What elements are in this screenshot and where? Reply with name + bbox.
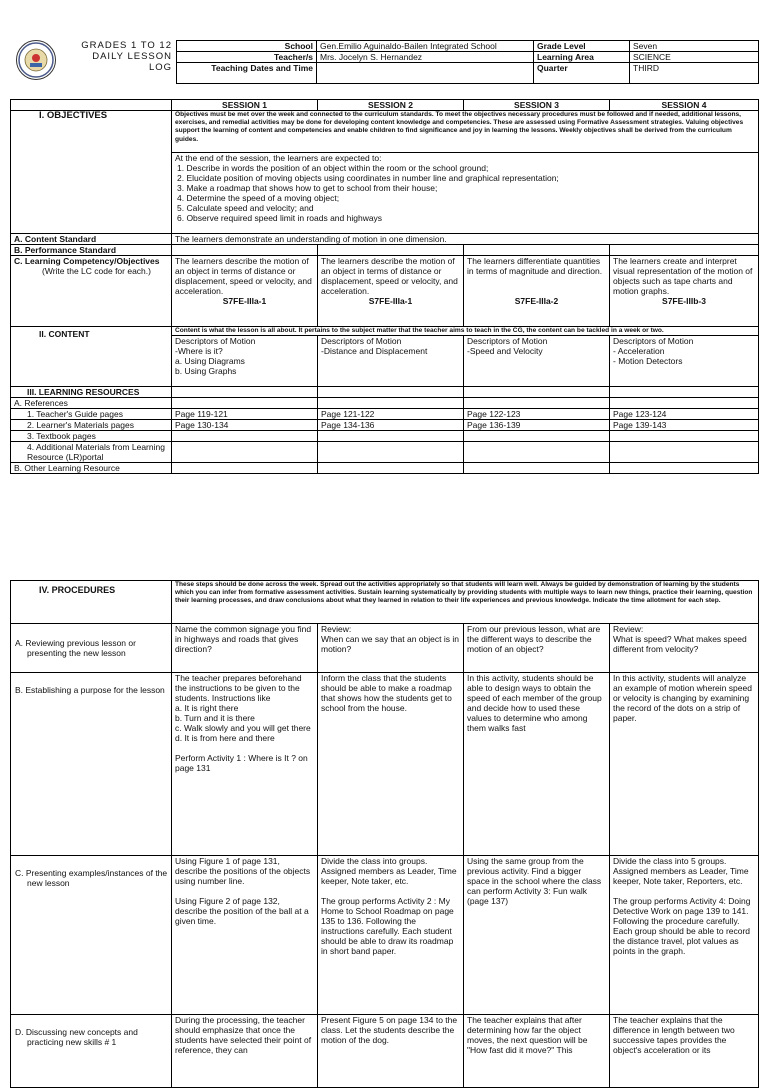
grade-level-value: Seven [630, 41, 759, 52]
procedures-note: These steps should be done across the week. Spread out the activities appropriately so that students will learn well. Always be guided by demonstration of learning by the students which you can infer from formative assessment activities. Sustain learning systematically by providing students with multiple ways to learn new things, practice their learning, question their learning processes, and draw conclusions about what they learned in relation to their life experiences and previous knowledge. Indicate the time allotment for each step. [172, 581, 759, 624]
procedure-d-session-2: Present Figure 5 on page 134 to the class. Let the students describe the motion of the dog. [318, 1015, 464, 1088]
procedure-c-session-1: Using Figure 1 of page 131, describe the positions of the objects using number line. Using Figure 2 of page 132, describe the position of the ball at a given time. [172, 856, 318, 1015]
learning-resources-label: III. LEARNING RESOURCES [11, 387, 172, 398]
session-2-header: SESSION 2 [318, 100, 464, 111]
lc-code: S7FE-IIIa-1 [222, 296, 267, 306]
procedure-c-session-4: Divide the class into 5 groups. Assigned members as Leader, Time keeper, Note taker, Reporters, etc. The group performs Activity 4: Doing Detective Work on page 139 to 141. Following the procedure carefully. Each group should be able to record the distance travel, plot values as points in the graph. [610, 856, 759, 1015]
procedure-b-session-1: The teacher prepares beforehand the instructions to be given to the students. Instructions like a. It is right there b. Turn and it is there c. Walk slowly and you will get there d. It is from here and there Perform Activity 1 : Where is It ? on page 131 [172, 673, 318, 856]
deped-seal [16, 40, 56, 80]
procedure-c-session-3: Using the same group from the previous activity. Find a bigger space in the school where the class can perform Activity 3: Fun walk (page 137) [464, 856, 610, 1015]
lm-pages-session-3: Page 136-139 [464, 420, 610, 431]
content-standard-label: A. Content Standard [11, 234, 172, 245]
objectives-note: Objectives must be met over the week and connected to the curriculum standards. To meet the objectives necessary procedures must be followed and if needed, additional lessons, exercises, and remedial activities may be done for developing content knowledge and competencies. These are assessed using Formative Assessment strategies. Valuing objectives support the learning of content and competencies and enable children to find significance and joy in learning the lessons. Weekly objectives shall be derived from the curriculum guides. [172, 111, 759, 153]
header-info-table [176, 40, 759, 84]
tg-pages-session-2: Page 121-122 [318, 409, 464, 420]
teachers-guide-label: 1. Teacher's Guide pages [11, 409, 172, 420]
procedure-a-session-3: From our previous lesson, what are the different ways to describe the motion of an object? [464, 624, 610, 673]
procedure-d-session-3: The teacher explains that after determining how far the object moves, the next question will be "How fast did it move?" This [464, 1015, 610, 1088]
content-session-3: Descriptors of Motion -Speed and Velocity [464, 336, 610, 387]
procedure-c-label: C. Presenting examples/instances of the new lesson [11, 856, 172, 1015]
competency-session-2 [318, 256, 464, 327]
tg-pages-session-3: Page 122-123 [464, 409, 610, 420]
content-note: Content is what the lesson is all about. It pertains to the subject matter that the teacher aims to teach in the CG, the content can be tackled in a week or two. [172, 327, 759, 336]
learning-area-value: SCIENCE [630, 52, 759, 63]
lc-code: S7FE-IIIa-2 [514, 296, 559, 306]
lm-pages-session-1: Page 130-134 [172, 420, 318, 431]
school-label: School [177, 41, 317, 52]
textbook-cell [172, 431, 318, 442]
lm-pages-session-2: Page 134-136 [318, 420, 464, 431]
procedure-a-session-1: Name the common signage you find in highways and roads that gives direction? [172, 624, 318, 673]
dll-title-line-1: GRADES 1 TO 12 [81, 40, 172, 51]
lc-code: S7FE-IIIb-3 [662, 296, 706, 306]
teaching-dates-label: Teaching Dates and Time [177, 63, 317, 84]
resource-cell [610, 387, 759, 398]
resource-cell [464, 387, 610, 398]
procedure-d-session-1: During the processing, the teacher should emphasize that once the students have selected their point of reference, they can [172, 1015, 318, 1088]
dll-title-line-2: DAILY LESSON [92, 51, 172, 62]
objective-item: 6. Observe required speed limit in roads and highways [177, 213, 383, 223]
procedure-b-session-3: In this activity, students should be able to design ways to obtain the speed of each member of the group and decide how to used these values to determine who among them walks fast [464, 673, 610, 856]
competency-label: C. Learning Competency/Objectives [14, 256, 160, 266]
content-label: II. CONTENT [11, 327, 172, 387]
resource-cell [318, 387, 464, 398]
content-standard-value: The learners demonstrate an understanding of motion in one dimension. [172, 234, 759, 245]
procedures-table [10, 580, 759, 1088]
procedure-b-session-4: In this activity, students will analyze an example of motion wherein speed or velocity is changing by examining the record of the dots on a strip of paper. [610, 673, 759, 856]
competency-text: The learners describe the motion of an object in terms of distance or displacement, speed or velocity, and acceleration. [175, 256, 312, 296]
procedure-a-session-4: Review: What is speed? What makes speed different from velocity? [610, 624, 759, 673]
objective-item: 5. Calculate speed and velocity; and [177, 203, 314, 213]
competency-session-1 [172, 256, 318, 327]
objective-item: 4. Determine the speed of a moving object; [177, 193, 340, 203]
quarter-label: Quarter [534, 63, 630, 84]
procedure-d-label: D. Discussing new concepts and practicing new skills # 1 [11, 1015, 172, 1088]
performance-standard-cell [464, 245, 610, 256]
textbook-pages-label: 3. Textbook pages [11, 431, 172, 442]
procedure-c-session-2: Divide the class into groups. Assigned members as Leader, Time keeper, Note taker, etc. The group performs Activity 2 : My Home to School Roadmap on page 135 to 136. Following the instructions carefully. Each student should be able to draw its roadmap in short band paper. [318, 856, 464, 1015]
other-cell [318, 463, 464, 474]
learners-materials-label: 2. Learner's Materials pages [11, 420, 172, 431]
additional-cell [610, 442, 759, 463]
session-4-header: SESSION 4 [610, 100, 759, 111]
school-value: Gen.Emilio Aguinaldo-Bailen Integrated School [317, 41, 534, 52]
objectives-intro: At the end of the session, the learners are expected to: [175, 153, 382, 163]
additional-cell [172, 442, 318, 463]
lesson-table-1 [10, 99, 759, 474]
textbook-cell [464, 431, 610, 442]
competency-session-3 [464, 256, 610, 327]
teaching-dates-value [317, 63, 534, 84]
resource-cell [464, 398, 610, 409]
objective-item: 2. Elucidate position of moving objects using coordinates in number line and graphical representation; [177, 173, 559, 183]
session-1-header: SESSION 1 [172, 100, 318, 111]
additional-materials-label: 4. Additional Materials from Learning Resource (LR)portal [11, 442, 172, 463]
other-cell [464, 463, 610, 474]
session-3-header: SESSION 3 [464, 100, 610, 111]
objectives-label: I. OBJECTIVES [11, 111, 172, 234]
competency-text: The learners create and interpret visual representation of the motion of objects such as tape charts and motion graphs. [613, 256, 753, 296]
objective-item: 3. Make a roadmap that shows how to get to school from their house; [177, 183, 438, 193]
competency-session-4 [610, 256, 759, 327]
dll-title [62, 40, 172, 73]
procedure-a-label: A. Reviewing previous lesson or presenting the new lesson [11, 624, 172, 673]
references-label: A. References [11, 398, 172, 409]
performance-standard-label: B. Performance Standard [11, 245, 172, 256]
lm-pages-session-4: Page 139-143 [610, 420, 759, 431]
objectives-list [172, 153, 759, 234]
procedures-label: IV. PROCEDURES [11, 581, 172, 624]
blank-header-cell [11, 100, 172, 111]
additional-cell [318, 442, 464, 463]
lc-code: S7FE-IIIa-1 [368, 296, 413, 306]
other-cell [172, 463, 318, 474]
procedure-a-session-2: Review: When can we say that an object is in motion? [318, 624, 464, 673]
tg-pages-session-4: Page 123-124 [610, 409, 759, 420]
procedure-b-session-2: Inform the class that the students should be able to make a roadmap that shows how the students get to school from the house. [318, 673, 464, 856]
teacher-value: Mrs. Jocelyn S. Hernandez [317, 52, 534, 63]
competency-label-cell [11, 256, 172, 327]
procedure-d-session-4: The teacher explains that the difference in length between two successive tapes provides the object's acceleration or its [610, 1015, 759, 1088]
performance-standard-cell [172, 245, 318, 256]
additional-cell [464, 442, 610, 463]
other-resource-label: B. Other Learning Resource [11, 463, 172, 474]
textbook-cell [610, 431, 759, 442]
dll-title-line-3: LOG [148, 62, 172, 73]
tg-pages-session-1: Page 119-121 [172, 409, 318, 420]
performance-standard-cell [610, 245, 759, 256]
teacher-label: Teacher/s [177, 52, 317, 63]
resource-cell [610, 398, 759, 409]
content-session-1: Descriptors of Motion -Where is it? a. Using Diagrams b. Using Graphs [172, 336, 318, 387]
procedure-b-label: B. Establishing a purpose for the lesson [11, 673, 172, 856]
grade-level-label: Grade Level [534, 41, 630, 52]
textbook-cell [318, 431, 464, 442]
resource-cell [318, 398, 464, 409]
content-session-2: Descriptors of Motion -Distance and Displacement [318, 336, 464, 387]
quarter-value: THIRD [630, 63, 759, 84]
competency-sublabel: (Write the LC code for each.) [42, 266, 151, 276]
resource-cell [172, 398, 318, 409]
performance-standard-cell [318, 245, 464, 256]
resource-cell [172, 387, 318, 398]
content-session-4: Descriptors of Motion - Acceleration - Motion Detectors [610, 336, 759, 387]
objective-item: 1. Describe in words the position of an object within the room or the school ground; [177, 163, 489, 173]
learning-area-label: Learning Area [534, 52, 630, 63]
competency-text: The learners differentiate quantities in terms of magnitude and direction. [467, 256, 603, 276]
other-cell [610, 463, 759, 474]
competency-text: The learners describe the motion of an object in terms of distance or displacement, speed or velocity, and acceleration. [321, 256, 458, 296]
